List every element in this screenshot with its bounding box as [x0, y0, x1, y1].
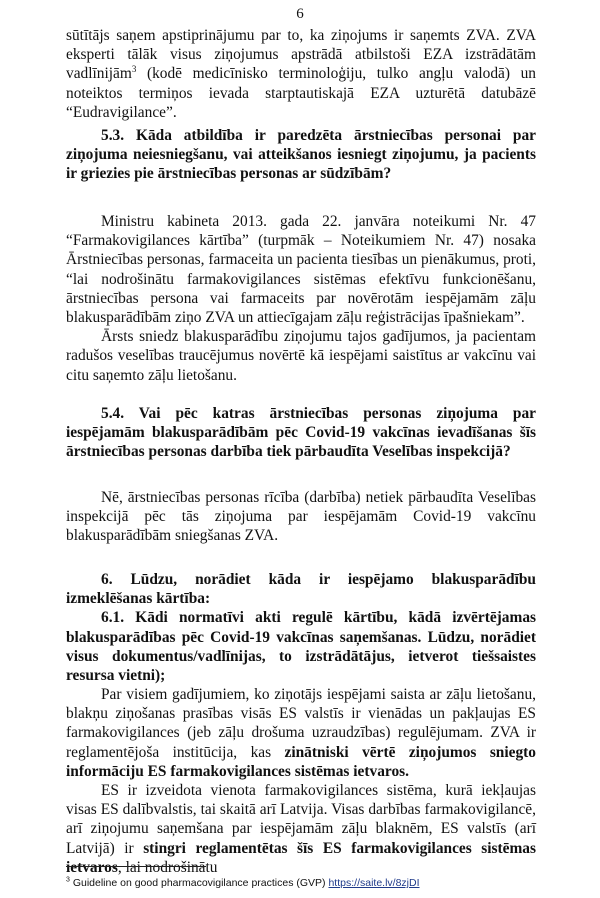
- page-number: 6: [296, 6, 304, 22]
- footnote: [66, 877, 420, 889]
- answer-bold-text: stingri reglamentētas šīs ES farmakovigilances sistēmas ietvaros: [66, 839, 536, 876]
- answer-text: Par visiem gadījumiem, ko ziņotājs iespējami saista ar zāļu lietošanu, blakņu ziņošanas prasības visās ES valstīs ir vienādas un pakļaujas ES farmakovigilances (jeb zāļu drošuma uzraudzības) regulējumam. ZVA ir reglamentējoša institūcija, kas: [66, 686, 536, 761]
- footnote-ref: 3: [131, 64, 137, 75]
- intro-text-cont: (kodē medicīnisko terminoloģiju, tulko angļu valodā) un noteiktos termiņos ievada starptautiskajā EZA uzturētā datubāzē “Eudravigilance”.: [66, 65, 536, 121]
- footnote-number: 3: [66, 876, 70, 884]
- answer-5-3-paragraph: Ārsts sniedz blakusparādību ziņojumu tajos gadījumos, ja pacientam radušos veselības traucējumus novērtē kā iespējami saistītus ar vakcīnu vai citu saņemto zāļu lietošanu.: [66, 328, 536, 384]
- answer-text: ES ir izveidota vienota farmakovigilances sistēma, kurā iekļaujas visas ES dalībvalstis, tai skaitā arī Latvija. Visas darbības farmakovigilancē, arī ziņojumu saņemšana par iespējamām zāļu blaknēm, ES valstīs (arī Latvijā) ir: [66, 782, 536, 857]
- answer-5-4-text: Nē, ārstniecības personas rīcība (darbība) netiek pārbaudīta Veselības inspekcijā pēc tās ziņojuma par iespējamām Covid-19 vakcīnu blakusparādībām sniegšanas ZVA.: [66, 489, 536, 545]
- question-6-1-text: 6.1. Kādi normatīvi akti regulē kārtību, kādā izvērtējamas blakusparādības pēc Covid-19 vakcīnas saņemšanas. Lūdzu, norādiet visus dokumentus/vadlīnijas, to izstrādātājus, ietverot tiešsaistes resursa vietni);: [66, 609, 536, 685]
- footnote-text: Guideline on good pharmacovigilance practices (GVP): [69, 877, 329, 889]
- intro-paragraph: [66, 26, 536, 122]
- answer-5-3: [66, 212, 536, 385]
- question-5-4: [66, 404, 536, 462]
- answer-5-4: [66, 488, 536, 546]
- intro-text: sūtītājs saņem apstiprinājumu par to, ka ziņojums ir saņemts ZVA. ZVA eksperti tālāk visus ziņojumus apstrādā atbilstoši EZA izstrādātām vadlīnijām: [66, 27, 536, 83]
- answer-text: , lai nodrošinātu: [117, 858, 218, 876]
- footnote-divider: [66, 866, 206, 867]
- answer-6-1-paragraph-1: [66, 685, 536, 781]
- question-6-text: 6. Lūdzu, norādiet kāda ir iespējamo blakusparādību izmeklēšanas kārtība:: [66, 571, 536, 608]
- footnote-link[interactable]: https://saite.lv/8zjDI: [328, 877, 420, 889]
- answer-6-1: [66, 685, 536, 877]
- answer-5-3-paragraph: Ministru kabineta 2013. gada 22. janvāra noteikumi Nr. 47 “Farmakovigilances kārtība” (turpmāk – Noteikumiem Nr. 47) nosaka Ārstniecības personas, farmaceita un pacienta tiesības un pienākumus, proti, “lai nodrošinātu farmakovigilances sistēmas efektīvu funkcionēšanu, ārstniecības persona vai farmaceits par novērotām iespējamām zāļu blakusparādībām ziņo ZVA un attiecīgajam zāļu reģistrācijas īpašniekam”.: [66, 213, 536, 327]
- question-6: [66, 570, 536, 685]
- answer-6-1-paragraph-2: [66, 781, 536, 877]
- question-5-4-text: 5.4. Vai pēc katras ārstniecības personas ziņojuma par iespējamām blakusparādībām pēc Covid-19 vakcīnas ievadīšanas šīs ārstniecības personas darbība tiek pārbaudīta Veselības inspekcijā?: [66, 405, 536, 461]
- answer-bold-text: zinātniski vērtē ziņojumos sniegto informāciju ES farmakovigilances sistēmas ietvaros.: [66, 743, 536, 780]
- question-5-3: [66, 126, 536, 184]
- question-5-3-text: 5.3. Kāda atbildība ir paredzēta ārstniecības personai par ziņojuma neiesniegšanu, vai atteikšanos iesniegt ziņojumu, ja pacients ir griezies pie ārstniecības personas ar sūdzībām?: [66, 127, 536, 183]
